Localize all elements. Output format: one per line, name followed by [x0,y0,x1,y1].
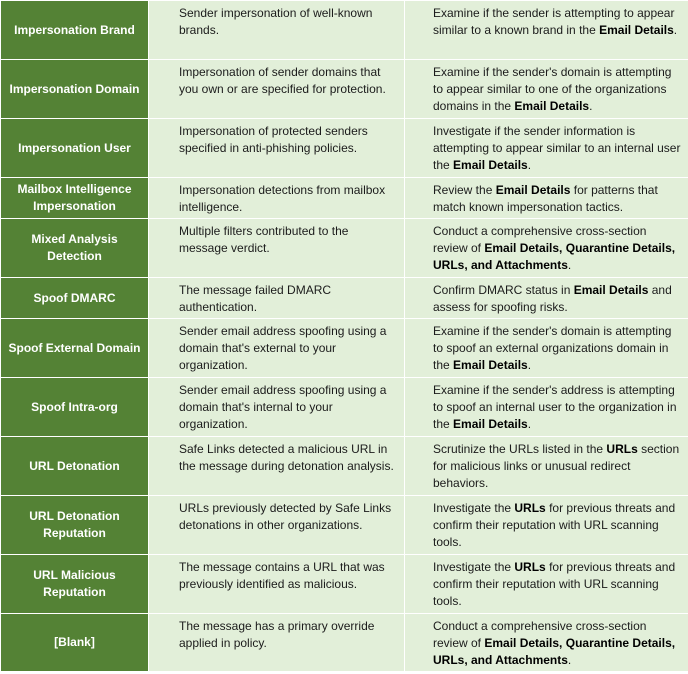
detection-name: Impersonation User [1,119,149,178]
table-row [1,219,688,278]
table-row [1,378,688,437]
action-emphasis: URLs [514,560,546,574]
recommended-action [405,60,688,119]
detection-description: Impersonation detections from mailbox intelligence. [149,178,405,219]
detection-description: The message contains a URL that was previously identified as malicious. [149,555,405,614]
action-emphasis: Email Details, Quarantine Details, URLs, and Attachments [433,241,676,272]
action-text: . [527,417,532,431]
recommended-action [405,319,688,378]
recommended-action [405,614,688,672]
detection-name: Spoof DMARC [1,278,149,319]
detection-description: Safe Links detected a malicious URL in the message during detonation analysis. [149,437,405,496]
action-emphasis: Email Details [495,183,571,197]
action-text: Scrutinize the URLs listed in the [433,442,607,456]
recommended-action [405,1,688,60]
action-text: Investigate the [433,501,515,515]
table-row [1,178,688,219]
table-row [1,119,688,178]
detection-name: URL Detonation [1,437,149,496]
table-row [1,496,688,555]
recommended-action [405,437,688,496]
action-emphasis: Email Details [453,358,528,372]
table-row [1,555,688,614]
detection-description: The message failed DMARC authentication. [149,278,405,319]
recommended-action [405,119,688,178]
table-row [1,1,688,60]
table-body [1,1,688,672]
action-text: . [567,653,572,667]
action-text: Review the [433,183,496,197]
action-emphasis: Email Details [453,158,528,172]
detection-description: Sender email address spoofing using a domain that's external to your organization. [149,319,405,378]
detection-description: The message has a primary override applied in policy. [149,614,405,672]
action-text: section for malicious links or unusual redirect behaviors. [433,442,680,490]
action-text: . [673,23,678,37]
table-row [1,614,688,672]
table-row [1,60,688,119]
detection-name: Mailbox Intelligence Impersonation [1,178,149,219]
detection-name: URL Malicious Reputation [1,555,149,614]
action-emphasis: URLs [514,501,546,515]
action-emphasis: Email Details [599,23,674,37]
action-text: for previous threats and confirm their reputation with URL scanning tools. [433,501,676,549]
action-text: Examine if the sender is attempting to appear similar to a known brand in the [433,6,675,37]
detection-name: Spoof Intra-org [1,378,149,437]
recommended-action [405,378,688,437]
detection-description: Impersonation of sender domains that you own or are specified for protection. [149,60,405,119]
action-text: Investigate the [433,560,515,574]
action-text: . [527,158,532,172]
table-row [1,319,688,378]
detection-name: Impersonation Brand [1,1,149,60]
detection-name: URL Detonation Reputation [1,496,149,555]
detection-name: Mixed Analysis Detection [1,219,149,278]
detection-description: Multiple filters contributed to the message verdict. [149,219,405,278]
action-text: Examine if the sender's domain is attempting to spoof an external organizations domain in the [433,324,672,372]
action-text: Examine if the sender's domain is attempting to appear similar to one of the organizations domains in the [433,65,672,113]
action-emphasis: Email Details [453,417,528,431]
action-text: Investigate if the sender information is attempting to appear similar to an internal user the [433,124,681,172]
action-emphasis: URLs [606,442,638,456]
table-row [1,278,688,319]
detection-description: Sender email address spoofing using a domain that's internal to your organization. [149,378,405,437]
detection-description: URLs previously detected by Safe Links detonations in other organizations. [149,496,405,555]
detection-name: [Blank] [1,614,149,672]
action-text: Conduct a comprehensive cross-section review of [433,619,647,650]
recommended-action [405,178,688,219]
detection-name: Spoof External Domain [1,319,149,378]
detection-description: Sender impersonation of well-known brands. [149,1,405,60]
recommended-action [405,496,688,555]
action-emphasis: Email Details [514,99,590,113]
action-text: Confirm DMARC status in [433,283,574,297]
action-text: Conduct a comprehensive cross-section review of [433,224,647,255]
action-text: . [589,99,593,113]
recommended-action [405,278,688,319]
action-text: . [567,258,572,272]
action-emphasis: Email Details [573,283,649,297]
action-emphasis: Email Details, Quarantine Details, URLs, and Attachments [433,636,676,667]
detection-description: Impersonation of protected senders specified in anti-phishing policies. [149,119,405,178]
table-row [1,437,688,496]
action-text: for previous threats and confirm their reputation with URL scanning tools. [433,560,676,608]
action-text: Examine if the sender's address is attempting to spoof an internal user to the organization in the [433,383,677,431]
detection-name: Impersonation Domain [1,60,149,119]
action-text: . [527,358,532,372]
action-text: and assess for spoofing risks. [433,283,672,314]
recommended-action [405,219,688,278]
recommended-action [405,555,688,614]
action-text: for patterns that match known impersonation tactics. [433,183,658,214]
